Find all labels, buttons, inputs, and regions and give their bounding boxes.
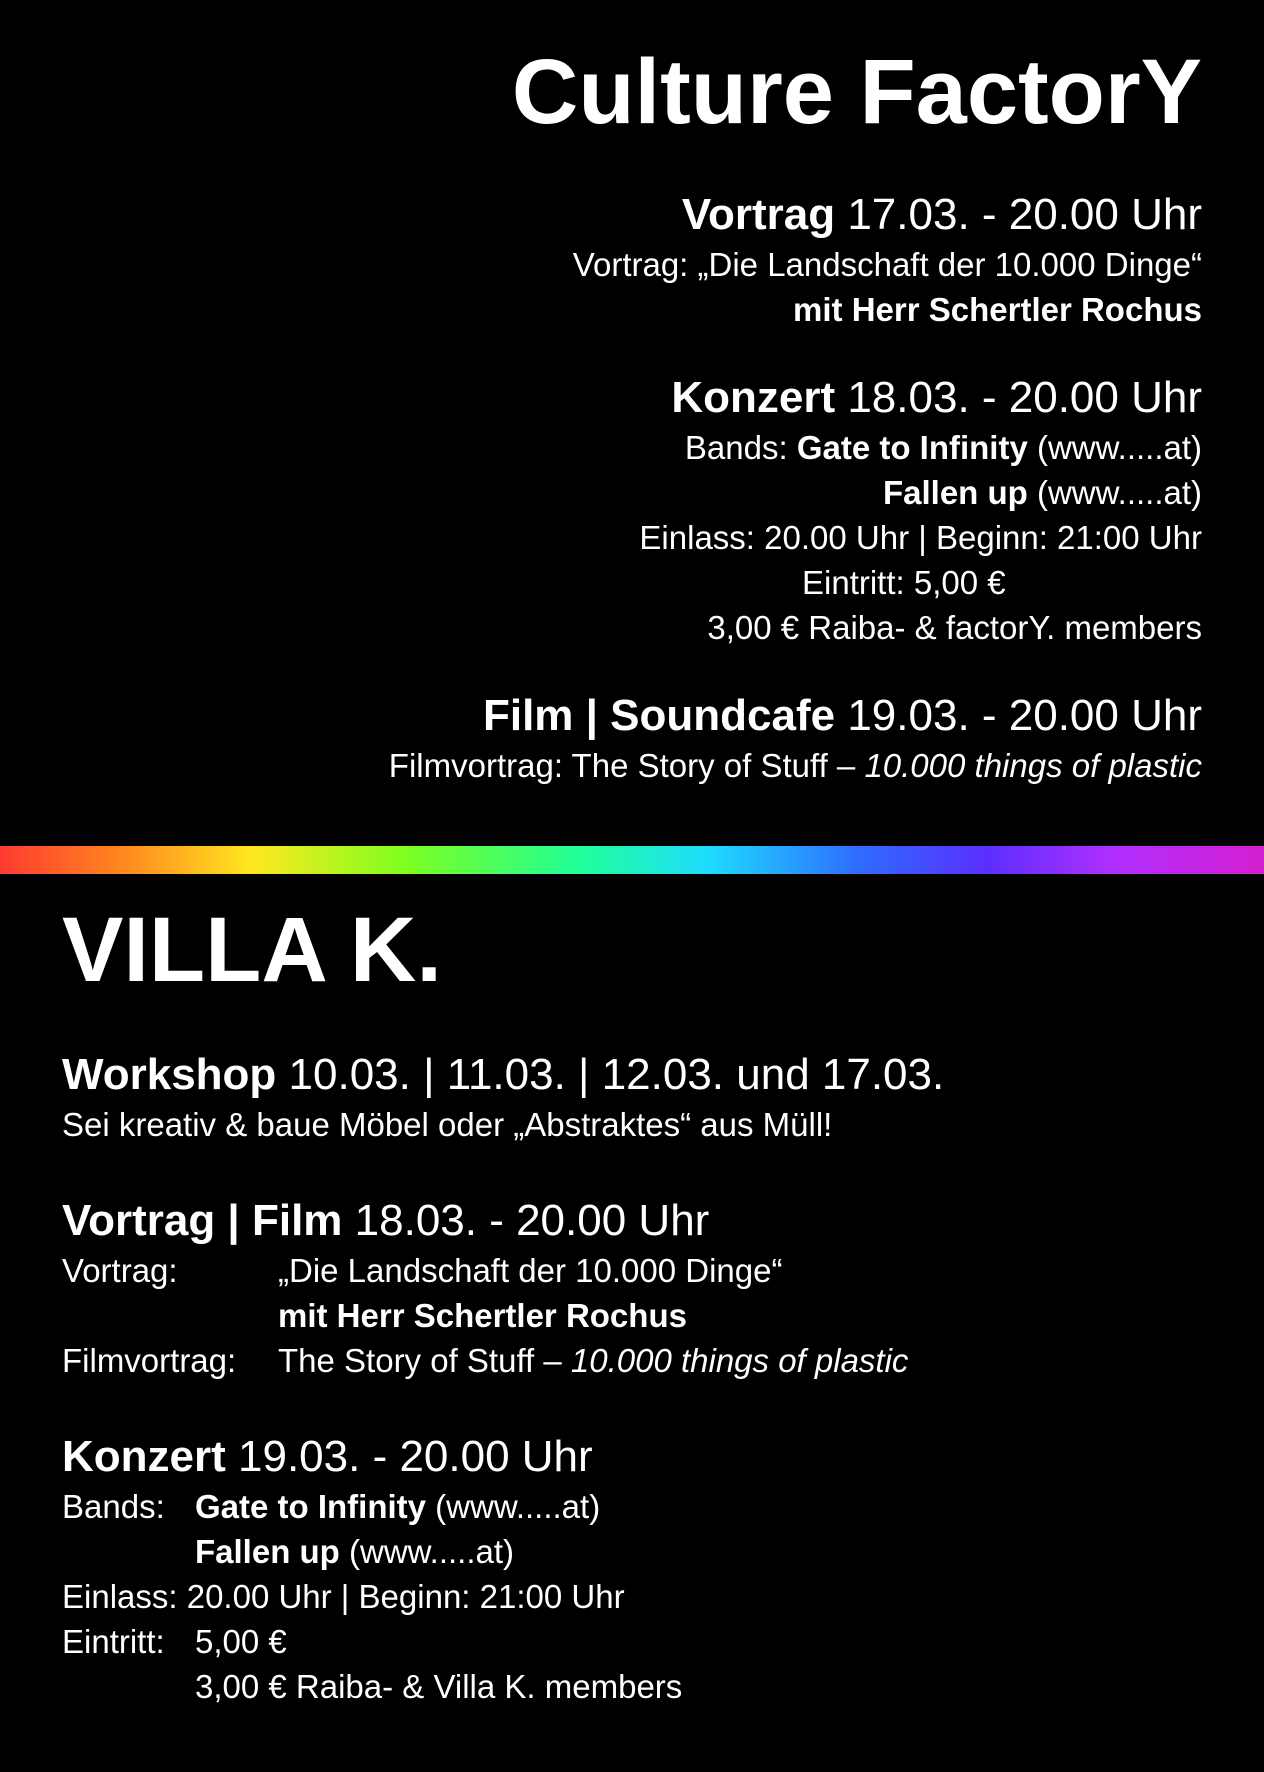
rainbow-divider (0, 846, 1264, 874)
cf-band2-name: Fallen up (882, 473, 1028, 511)
cf-vortrag-event (202, 189, 1202, 332)
vk-vortrag-film-heading-bold: Vortrag | Film (62, 1195, 343, 1245)
cf-film-subtitle: 10.000 things of plastic (864, 746, 1202, 784)
vk-spacer (62, 1529, 195, 1574)
cf-band1-name: Gate to Infinity (796, 428, 1028, 466)
vk-band2-row (62, 1529, 1212, 1574)
vk-vortrag-speaker-row (62, 1293, 1212, 1338)
vk-eintritt-row (62, 1619, 1212, 1664)
cf-vortrag-heading-date: 17.03. - 20.00 Uhr (835, 190, 1202, 240)
cf-vortrag-line: Vortrag: „Die Landschaft der 10.000 Dinge“ (572, 245, 1202, 283)
vk-spacer (62, 1293, 278, 1338)
vk-band1-row (62, 1484, 1212, 1529)
cf-konzert-members: 3,00 € Raiba- & factorY. members (707, 608, 1202, 646)
cf-vortrag-heading-bold: Vortrag (681, 190, 836, 240)
vk-members-row (62, 1664, 1212, 1709)
culture-factory-title: Culture FactorY (511, 41, 1202, 143)
vk-konzert-event (62, 1431, 1212, 1709)
cf-film-heading-bold: Film | Soundcafe (482, 690, 836, 740)
vk-band1-url: (www.....at) (426, 1487, 601, 1525)
cf-film-text: Filmvortrag: The Story of Stuff – (388, 746, 865, 784)
vk-workshop-line: Sei kreativ & baue Möbel oder „Abstraktes“ aus Müll! (62, 1105, 833, 1143)
vk-film-row (62, 1338, 1212, 1383)
cf-konzert-band2 (202, 470, 1202, 515)
villa-k-section (62, 900, 1212, 1709)
cf-eintritt-label: Eintritt: 5,00 € (802, 563, 1006, 601)
vk-einlass-row: Einlass: 20.00 Uhr | Beginn: 21:00 Uhr (62, 1577, 625, 1615)
cf-vortrag-speaker: mit Herr Schertler Rochus (793, 290, 1202, 328)
villa-k-title: VILLA K. (62, 899, 442, 1001)
vk-band1-name: Gate to Infinity (195, 1487, 426, 1525)
vk-konzert-heading-date: 19.03. - 20.00 Uhr (225, 1431, 593, 1481)
cf-konzert-heading-bold: Konzert (671, 372, 836, 422)
cf-film-line (202, 743, 1202, 788)
vk-bands-label: Bands: (62, 1487, 165, 1525)
cf-film-heading-date: 19.03. - 20.00 Uhr (835, 690, 1202, 740)
vk-vortrag-label: Vortrag: (62, 1251, 178, 1289)
vk-eintritt-label: Eintritt: (62, 1622, 165, 1660)
cf-konzert-band1 (202, 425, 1202, 470)
cf-film-event (202, 690, 1202, 788)
vk-workshop-heading-dates: 10.03. | 11.03. | 12.03. und 17.03. (276, 1050, 945, 1100)
vk-vortrag-film-heading (62, 1195, 1212, 1248)
cf-konzert-event (202, 372, 1202, 650)
cf-konzert-einlass: Einlass: 20.00 Uhr | Beginn: 21:00 Uhr (639, 518, 1202, 556)
vk-workshop-heading-bold: Workshop (62, 1050, 277, 1100)
vk-band1 (195, 1484, 600, 1529)
vk-band2 (195, 1529, 514, 1574)
vk-film-label: Filmvortrag: (62, 1341, 237, 1379)
cf-bands-label: Bands: (684, 428, 797, 466)
vk-konzert-heading (62, 1431, 1212, 1484)
vk-vortrag-text: „Die Landschaft der 10.000 Dinge“ (278, 1251, 783, 1289)
vk-eintritt-price: 5,00 € (195, 1622, 287, 1660)
cf-band2-url: (www.....at) (1027, 473, 1202, 511)
cf-konzert-heading (202, 372, 1202, 425)
cf-konzert-heading-date: 18.03. - 20.00 Uhr (835, 372, 1202, 422)
vk-konzert-heading-bold: Konzert (62, 1431, 226, 1481)
vk-spacer (62, 1664, 195, 1709)
vk-workshop-heading (62, 1049, 1212, 1102)
cf-film-heading (202, 690, 1202, 743)
vk-band2-name: Fallen up (195, 1532, 340, 1570)
cf-band1-url: (www.....at) (1027, 428, 1202, 466)
vk-vortrag-speaker: mit Herr Schertler Rochus (278, 1296, 687, 1334)
culture-factory-section (202, 0, 1202, 788)
vk-vortrag-film-event (62, 1195, 1212, 1383)
vk-film-plain: The Story of Stuff – (278, 1341, 571, 1379)
vk-workshop-event (62, 1049, 1212, 1147)
vk-film-subtitle: 10.000 things of plastic (570, 1341, 909, 1379)
vk-vortrag-film-heading-date: 18.03. - 20.00 Uhr (342, 1195, 710, 1245)
cf-vortrag-heading (202, 189, 1202, 242)
vk-film-text (278, 1338, 908, 1383)
vk-vortrag-row (62, 1248, 1212, 1293)
vk-band2-url: (www.....at) (339, 1532, 515, 1570)
cf-konzert-eintritt (202, 560, 1202, 605)
vk-eintritt-members: 3,00 € Raiba- & Villa K. members (195, 1667, 683, 1705)
